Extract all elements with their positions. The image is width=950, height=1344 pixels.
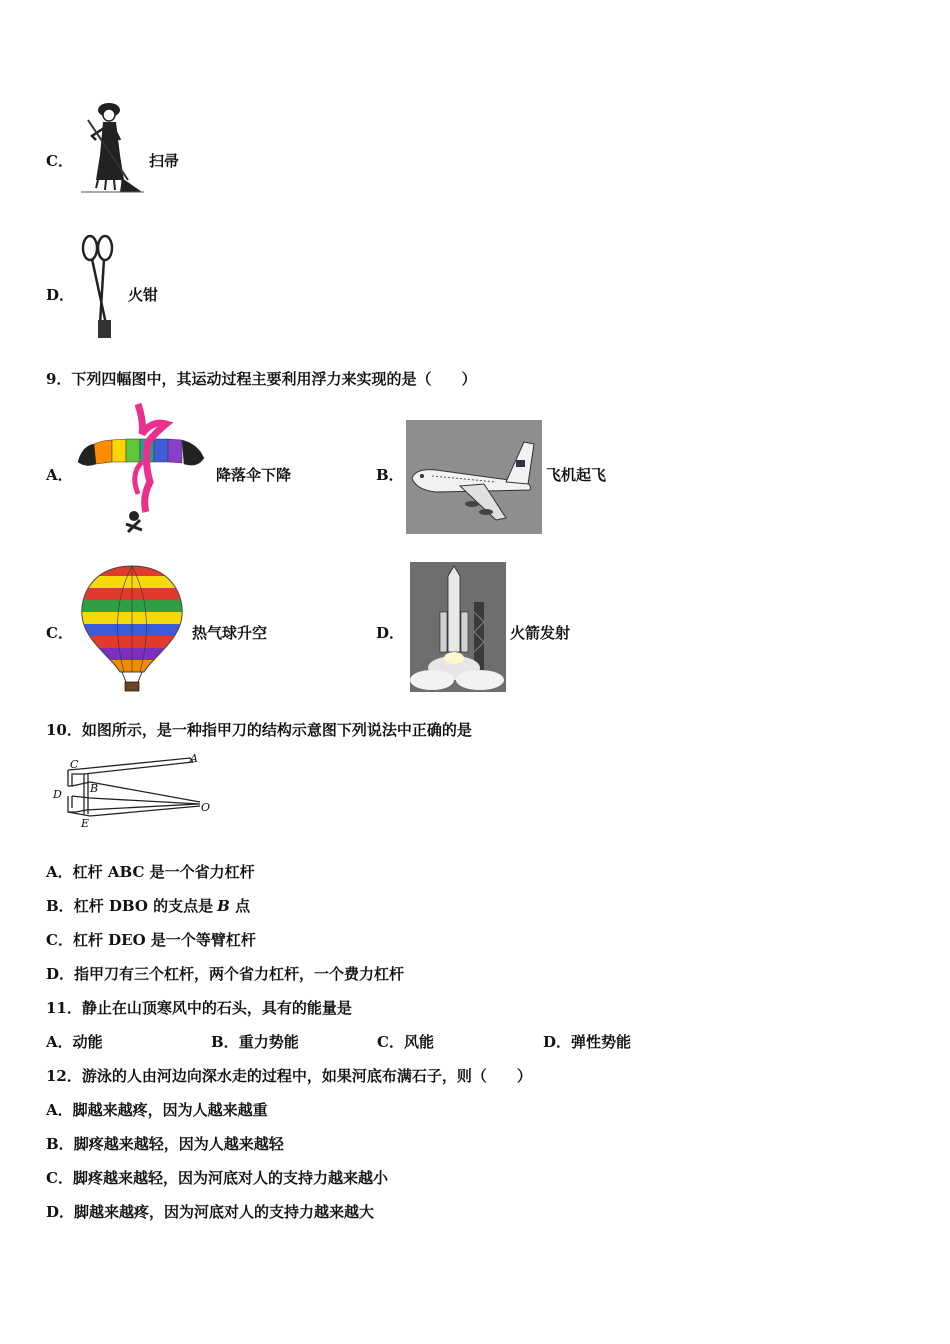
q11-option-a-letter: A． bbox=[46, 1033, 73, 1051]
q10-option-b-italic: B bbox=[217, 897, 230, 915]
q9-stem: 9．下列四幅图中，其运动过程主要利用浮力来实现的是（ ） bbox=[46, 370, 477, 388]
q11-option-c-letter: C． bbox=[377, 1033, 404, 1051]
airplane-icon bbox=[406, 420, 542, 534]
q12-option-b-text: 脚疼越来越轻，因为人越来越轻 bbox=[73, 1135, 284, 1153]
q12-stem: 12．游泳的人由河边向深水走的过程中，如果河底布满石子，则（ ） bbox=[46, 1067, 532, 1085]
q12-option-d-text: 脚越来越疼，因为河底对人的支持力越来越大 bbox=[74, 1203, 375, 1221]
q10-option-c bbox=[46, 931, 256, 949]
q12-option-c-text: 脚疼越来越轻，因为河底对人的支持力越来越小 bbox=[72, 1169, 388, 1187]
q10-option-d-letter: D． bbox=[46, 965, 75, 983]
q11-option-d bbox=[543, 1033, 631, 1051]
q9-option-d-letter: D． bbox=[376, 624, 405, 642]
q11-option-c-text: 风能 bbox=[403, 1033, 434, 1051]
q12-option-a-letter: A． bbox=[46, 1101, 73, 1119]
q11-option-b-text: 重力势能 bbox=[238, 1033, 299, 1051]
q11-option-d-letter: D． bbox=[543, 1033, 572, 1051]
q8-option-d-letter: D． bbox=[46, 286, 75, 304]
nail-clipper-diagram bbox=[50, 752, 215, 834]
label-b: B bbox=[90, 782, 99, 795]
q9-option-c-text: 热气球升空 bbox=[192, 624, 268, 642]
q9-option-b-text: 飞机起飞 bbox=[546, 466, 607, 484]
q9-option-a-text: 降落伞下降 bbox=[216, 466, 292, 484]
q10-stem: 10．如图所示，是一种指甲刀的结构示意图下列说法中正确的是 bbox=[46, 721, 472, 739]
q12-option-c-letter: C． bbox=[46, 1169, 73, 1187]
q12-option-d-letter: D． bbox=[46, 1203, 75, 1221]
parachute-icon bbox=[74, 402, 212, 538]
q12-option-d bbox=[46, 1203, 374, 1221]
rocket-icon bbox=[410, 562, 506, 692]
q12-option-b-letter: B． bbox=[46, 1135, 74, 1153]
q12-option-a bbox=[46, 1101, 268, 1119]
q10-option-a-letter: A． bbox=[46, 863, 73, 881]
q11-option-a-text: 动能 bbox=[72, 1033, 103, 1051]
q11-option-a bbox=[46, 1033, 103, 1051]
q11-option-d-text: 弹性势能 bbox=[571, 1033, 632, 1051]
label-e: E bbox=[81, 817, 90, 830]
fire-tongs-icon bbox=[78, 234, 118, 344]
q9-option-d-text: 火箭发射 bbox=[510, 624, 571, 642]
q11-option-b bbox=[211, 1033, 299, 1051]
label-a: A bbox=[190, 752, 198, 765]
q11-stem: 11．静止在山顶寒风中的石头，具有的能量是 bbox=[46, 999, 352, 1017]
q10-option-d bbox=[46, 965, 404, 983]
q11-option-b-letter: B． bbox=[211, 1033, 239, 1051]
broom-sweeper-icon bbox=[76, 100, 146, 195]
q11-option-c bbox=[377, 1033, 434, 1051]
q9-option-a-letter: A． bbox=[46, 466, 73, 484]
q9-option-b-letter: B． bbox=[376, 466, 404, 484]
q9-option-c-letter: C． bbox=[46, 624, 73, 642]
q12-option-a-text: 脚越来越疼，因为人越来越重 bbox=[72, 1101, 268, 1119]
q10-option-d-text: 指甲刀有三个杠杆，两个省力杠杆，一个费力杠杆 bbox=[74, 965, 405, 983]
q10-option-a-text: 杠杆 ABC 是一个省力杠杆 bbox=[72, 863, 255, 881]
label-d: D bbox=[53, 788, 62, 801]
label-c: C bbox=[70, 758, 79, 771]
q12-option-c bbox=[46, 1169, 388, 1187]
q10-option-a bbox=[46, 863, 255, 881]
q8-option-d-text: 火钳 bbox=[128, 286, 159, 304]
q12-option-b bbox=[46, 1135, 284, 1153]
q8-option-c-text: 扫帚 bbox=[149, 152, 180, 170]
q10-option-b-tail: 点 bbox=[229, 897, 251, 915]
hot-air-balloon-icon bbox=[74, 562, 190, 692]
q10-option-b-letter: B． bbox=[46, 897, 74, 915]
q10-option-c-letter: C． bbox=[46, 931, 73, 949]
q8-option-c-letter: C． bbox=[46, 152, 73, 170]
label-o: O bbox=[201, 801, 211, 814]
q10-option-b bbox=[46, 897, 250, 915]
q10-option-c-text: 杠杆 DEO 是一个等臂杠杆 bbox=[72, 931, 256, 949]
q10-option-b-text: 杠杆 DBO 的支点是 bbox=[73, 897, 214, 915]
